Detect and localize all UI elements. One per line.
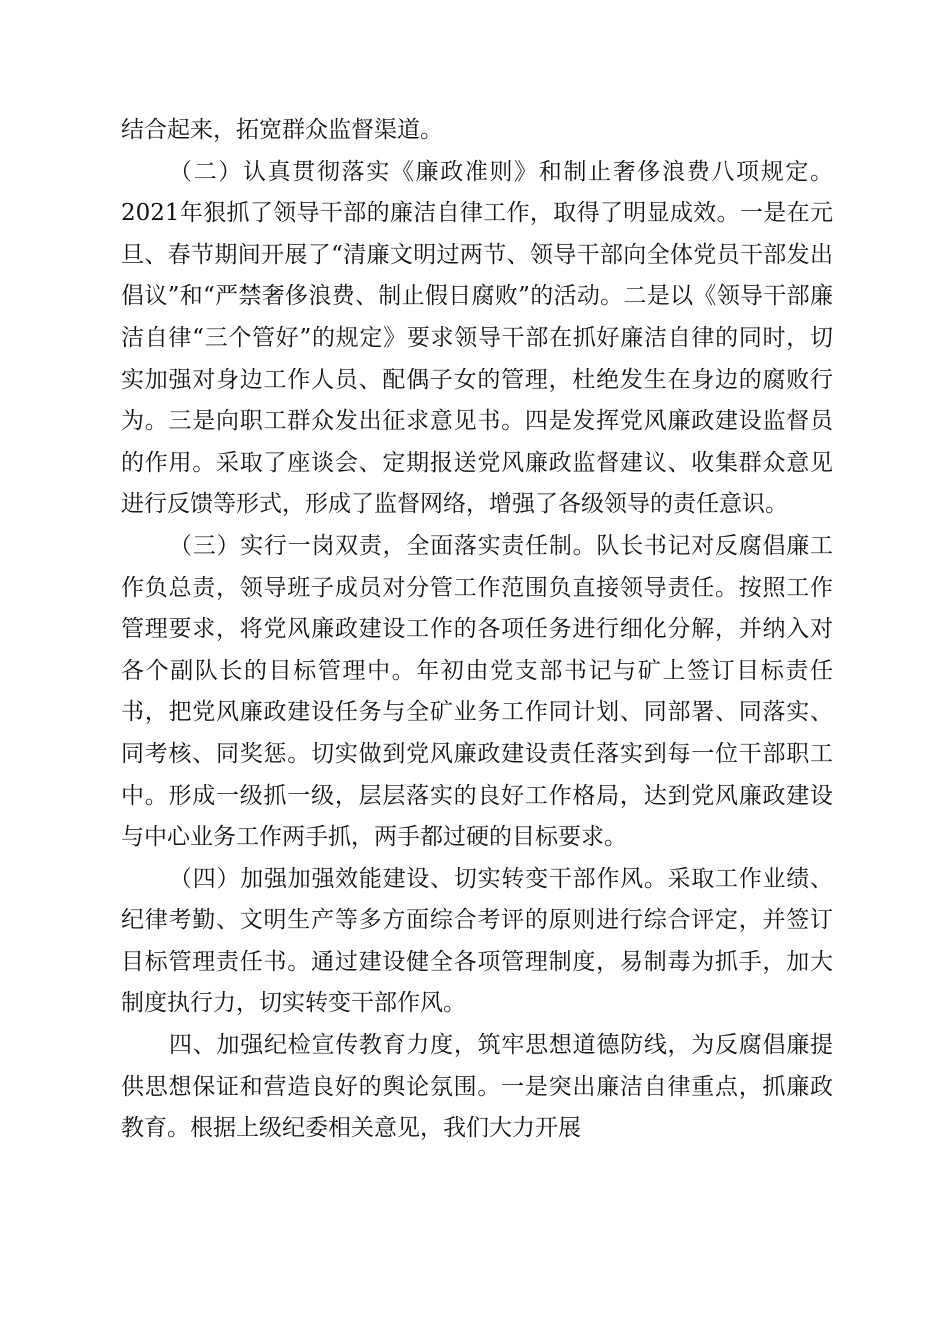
paragraph-section-2: （二）认真贯彻落实《廉政准则》和制止奢侈浪费八项规定。2021年狠抓了领导干部的廉洁自律工作，取得了明显成效。一是在元旦、春节期间开展了“清廉文明过两节、领导干部向全体党员干部发出倡议”和“严禁奢侈浪费、制止假日腐败”的活动。二是以《领导干部廉洁自律“三个管好”的规定》要求领导干部在抓好廉洁自律的同时，切实加强对身边工作人员、配偶子女的管理，杜绝发生在身边的腐败行为。三是向职工群众发出征求意见书。四是发挥党风廉政建设监督员的作用。采取了座谈会、定期报送党风廉政监督建议、收集群众意见进行反馈等形式，形成了监督网络，增强了各级领导的责任意识。: [121, 158, 833, 518]
paragraph-section-3: （三）实行一岗双责，全面落实责任制。队长书记对反腐倡廉工作负总责，领导班子成员对分管工作范围负直接领导责任。按照工作管理要求，将党风廉政建设工作的各项任务进行细化分解，并纳入对各个副队长的目标管理中。年初由党支部书记与矿上签订目标责任书，把党风廉政建设任务与全矿业务工作同计划、同部署、同落实、同考核、同奖惩。切实做到党风廉政建设责任落实到每一位干部职工中。形成一级抓一级，层层落实的良好工作格局，达到党风廉政建设与中心业务工作两手抓，两手都过硬的目标要求。: [121, 532, 833, 851]
paragraph-section-4: （四）加强加强效能建设、切实转变干部作风。采取工作业绩、纪律考勤、文明生产等多方面综合考评的原则进行综合评定，并签订目标管理责任书。通过建设健全各项管理制度，易制毒为抓手，加大制度执行力，切实转变干部作风。: [121, 865, 833, 1017]
paragraph-part-4: 四、加强纪检宣传教育力度，筑牢思想道德防线，为反腐倡廉提供思想保证和营造良好的舆论氛围。一是突出廉洁自律重点，抓廉政教育。根据上级纪委相关意见，我们大力开展: [121, 1032, 833, 1142]
paragraph-continuation: 结合起来，拓宽群众监督渠道。: [121, 117, 443, 143]
document-page: [121, 110, 833, 1150]
